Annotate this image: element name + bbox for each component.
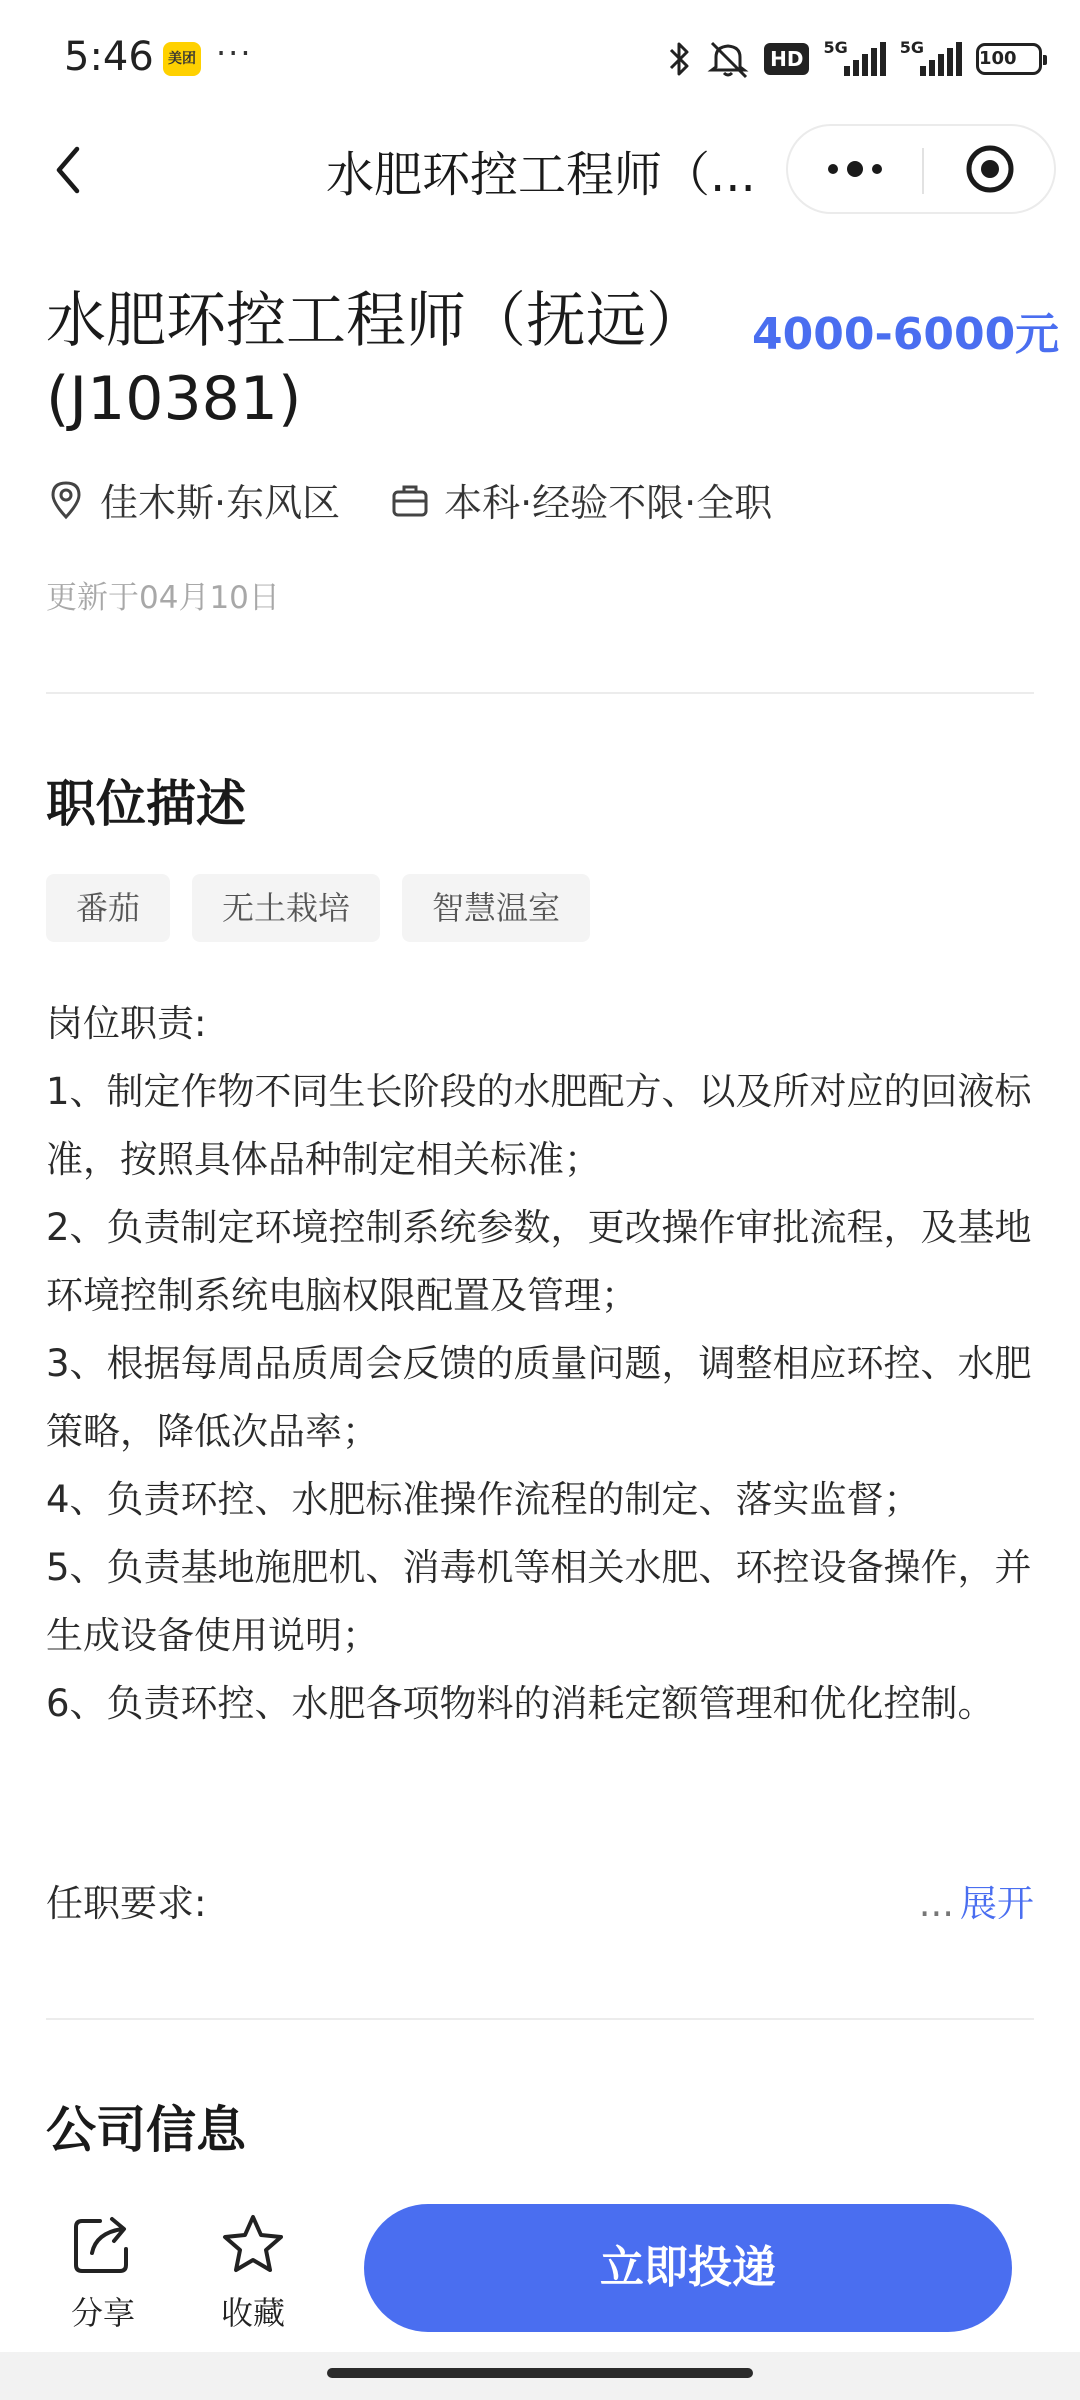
job-description (46, 990, 1046, 1738)
hd-voice-badge: HD (764, 43, 809, 75)
expand-button[interactable] (919, 1870, 1034, 1938)
star-icon (221, 2212, 285, 2276)
mute-bell-icon (706, 39, 750, 79)
bluetooth-icon (668, 39, 692, 79)
job-salary: 4000-6000元 (752, 309, 1060, 360)
expand-label: 展开 (960, 1882, 1034, 1925)
job-tags (46, 874, 590, 942)
close-mini-program-button[interactable] (924, 126, 1056, 212)
mini-program-capsule (786, 124, 1056, 214)
nav-title: 水肥环控工程师（... (326, 147, 756, 203)
share-label: 分享 (70, 2294, 135, 2332)
more-dots-icon (825, 159, 885, 179)
description-line: 1、制定作物不同生长阶段的水肥配方、以及所对应的回液标准，按照具体品种制定相关标准； (46, 1070, 1032, 1181)
description-line: 3、根据每周品质周会反馈的质量问题，调整相应环控、水肥策略，降低次品率； (46, 1342, 1032, 1453)
divider (46, 692, 1034, 694)
gesture-bar-area (0, 2352, 1080, 2400)
chevron-left-icon (53, 145, 83, 195)
update-time: 更新于04月10日 (46, 580, 280, 616)
requirements-row (46, 1870, 1034, 1938)
job-title: 水肥环控工程师（抚远）(J10381) (46, 286, 706, 434)
description-line: 岗位职责: (46, 1002, 207, 1045)
job-requirements-summary: 本科·经验不限·全职 (444, 481, 773, 525)
description-line: 6、负责环控、水肥各项物料的消耗定额管理和优化控制。 (46, 1682, 995, 1725)
description-line: 2、负责制定环境控制系统参数，更改操作审批流程，及基地环境控制系统电脑权限配置及管理； (46, 1206, 1032, 1317)
status-time: 5:46 (64, 34, 154, 80)
signal-5g-2-icon (899, 37, 962, 76)
job-meta (46, 472, 772, 527)
network-type-label: 5G (823, 37, 848, 57)
location-pin-icon (46, 480, 86, 520)
meituan-app-icon: 美团 (163, 42, 201, 76)
favorite-label: 收藏 (220, 2294, 285, 2332)
company-heading: 公司信息 (46, 2101, 246, 2159)
requirements-label: 任职要求: (46, 1882, 207, 1925)
back-button[interactable] (40, 142, 96, 198)
bottom-action-bar (0, 2182, 1080, 2352)
divider (46, 2018, 1034, 2020)
signal-5g-1-icon (823, 37, 885, 76)
description-line: 5、负责基地施肥机、消毒机等相关水肥、环控设备操作，并生成设备使用说明； (46, 1546, 1032, 1657)
expand-ellipsis: ... (918, 1882, 954, 1925)
tag-item: 智慧温室 (402, 874, 590, 942)
share-button[interactable] (48, 2212, 158, 2334)
share-icon (71, 2212, 135, 2276)
home-indicator[interactable] (327, 2368, 753, 2378)
tag-item: 番茄 (46, 874, 170, 942)
tag-item: 无土栽培 (192, 874, 380, 942)
status-bar (0, 0, 1080, 120)
job-location: 佳木斯·东风区 (100, 481, 341, 525)
more-button[interactable] (788, 126, 922, 212)
network-type-label: 5G (899, 37, 924, 57)
battery-icon: 100 (976, 43, 1042, 75)
more-notifications-icon: ··· (216, 34, 253, 72)
favorite-button[interactable] (198, 2212, 308, 2334)
briefcase-icon (390, 480, 430, 520)
description-line: 4、负责环控、水肥标准操作流程的制定、落实监督； (46, 1478, 921, 1521)
nav-bar (0, 120, 1080, 220)
target-circle-icon (964, 143, 1016, 195)
status-icons (668, 36, 1042, 82)
description-heading: 职位描述 (46, 775, 246, 833)
apply-now-button[interactable]: 立即投递 (364, 2204, 1012, 2332)
